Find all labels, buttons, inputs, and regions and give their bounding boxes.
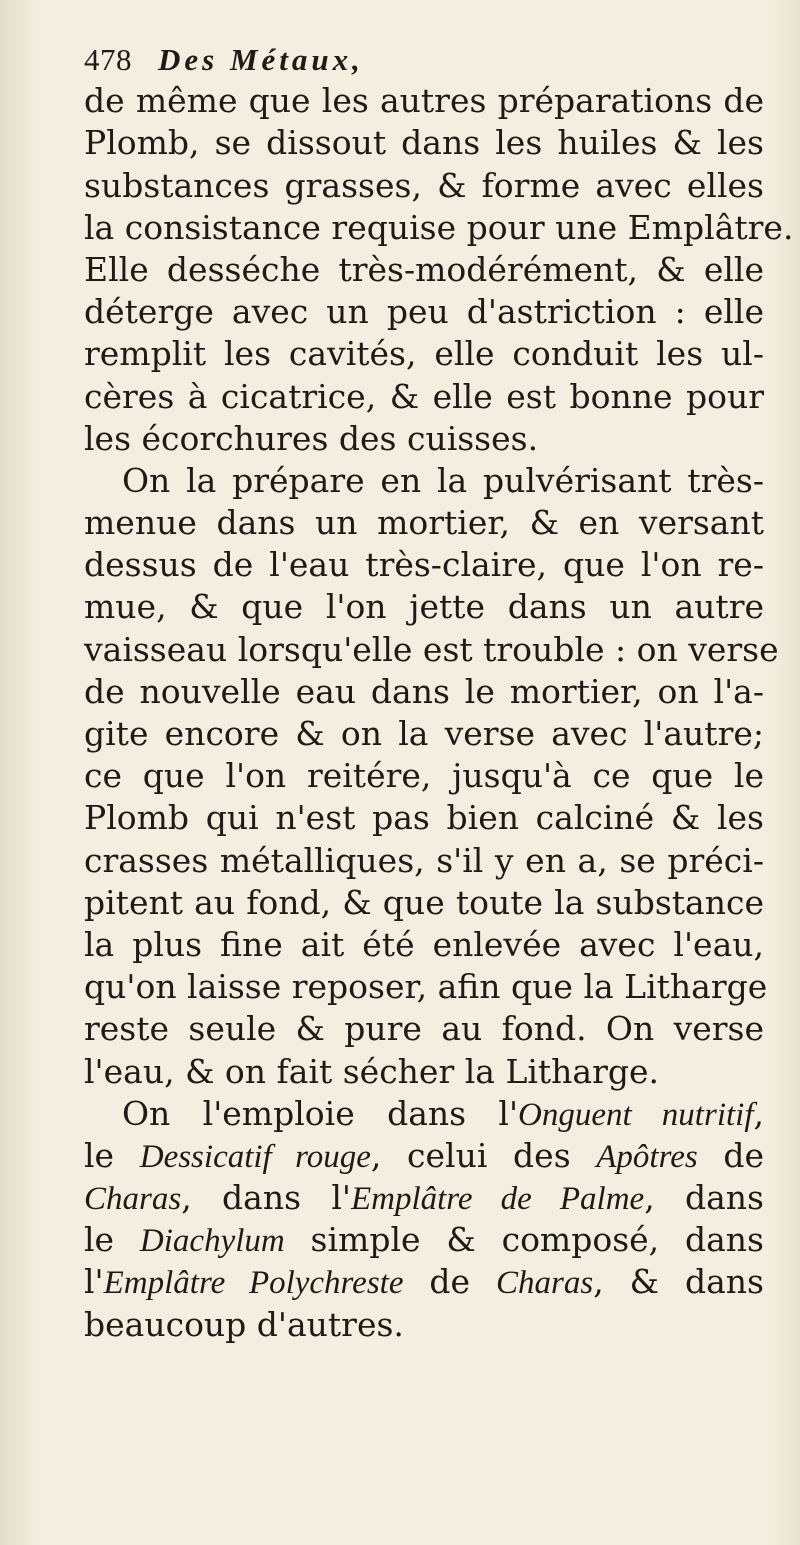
text-line: la consistance requise pour une Emplâtre. <box>84 207 794 247</box>
text-line <box>84 1135 764 1177</box>
running-title: Des Métaux, <box>158 42 364 77</box>
text-line <box>84 1177 764 1219</box>
italic-title: Dessicatif rouge <box>139 1138 371 1175</box>
text-line: cères à cicatrice, & elle est bonne pour <box>84 376 764 416</box>
text-run: , <box>753 1093 764 1133</box>
text-line: beaucoup d'autres. <box>84 1304 404 1344</box>
page-number: 478 <box>84 42 132 77</box>
text-line: qu'on laisse reposer, afin que la Litharge <box>84 967 768 1007</box>
italic-title: Charas <box>496 1265 594 1302</box>
text-line: déterge avec un peu d'astriction : elle <box>84 292 764 332</box>
text-line: Elle desséche très-modérément, & elle <box>84 249 764 289</box>
italic-title: Apôtres <box>596 1138 698 1175</box>
text-run: le <box>84 1135 140 1175</box>
text-run: On l'emploie dans l' <box>122 1093 519 1133</box>
text-line <box>84 1261 764 1303</box>
text-line: remplit les cavités, elle conduit les ul- <box>84 334 764 374</box>
text-line <box>84 1093 764 1135</box>
text-line: la plus fine ait été enlevée avec l'eau, <box>84 924 764 964</box>
text-line <box>84 1219 764 1261</box>
text-line: Plomb qui n'est pas bien calciné & les <box>84 798 764 838</box>
text-line: gite encore & on la verse avec l'autre; <box>84 714 764 753</box>
italic-title: Onguent nutritif <box>518 1096 754 1133</box>
text-line: substances grasses, & forme avec elles <box>84 165 764 205</box>
text-line: crasses métalliques, s'il y en a, se préci- <box>84 840 764 880</box>
text-line: de même que les autres préparations de <box>84 81 764 121</box>
text-run: l' <box>84 1262 104 1302</box>
text-run: simple & composé, dans <box>284 1220 764 1260</box>
page-text <box>84 38 794 1346</box>
text-run: le <box>84 1220 140 1260</box>
page-header <box>84 38 764 80</box>
italic-title: Charas <box>84 1181 182 1218</box>
text-run: , dans <box>644 1178 764 1218</box>
italic-title: Emplâtre Polychreste <box>103 1265 404 1302</box>
text-run: de <box>403 1262 497 1302</box>
text-line: pitent au fond, & que toute la substance <box>84 882 764 922</box>
text-run: de <box>697 1135 764 1175</box>
text-line: de nouvelle eau dans le mortier, on l'a- <box>84 671 764 711</box>
text-line: menue dans un mortier, & en versant <box>84 503 764 543</box>
text-line: On la prépare en la pulvérisant très- <box>122 460 764 500</box>
text-run: , & dans <box>593 1262 764 1302</box>
text-line: ce que l'on reitére, jusqu'à ce que le <box>84 756 764 796</box>
text-line: vaisseau lorsqu'elle est trouble : on verse <box>84 629 779 669</box>
text-line: Plomb, se dissout dans les huiles & les <box>84 123 764 163</box>
text-line: dessus de l'eau très-claire, que l'on re- <box>84 545 764 585</box>
text-line: l'eau, & on fait sécher la Litharge. <box>84 1051 660 1091</box>
text-line: les écorchures des cuisses. <box>84 418 539 458</box>
text-line: mue, & que l'on jette dans un autre <box>84 587 764 627</box>
italic-title: Emplâtre de Palme <box>350 1181 645 1218</box>
italic-title: Diachylum <box>139 1223 285 1260</box>
text-run: , celui des <box>370 1135 597 1175</box>
text-run: , dans l' <box>181 1178 351 1218</box>
text-line: reste seule & pure au fond. On verse <box>84 1009 764 1049</box>
